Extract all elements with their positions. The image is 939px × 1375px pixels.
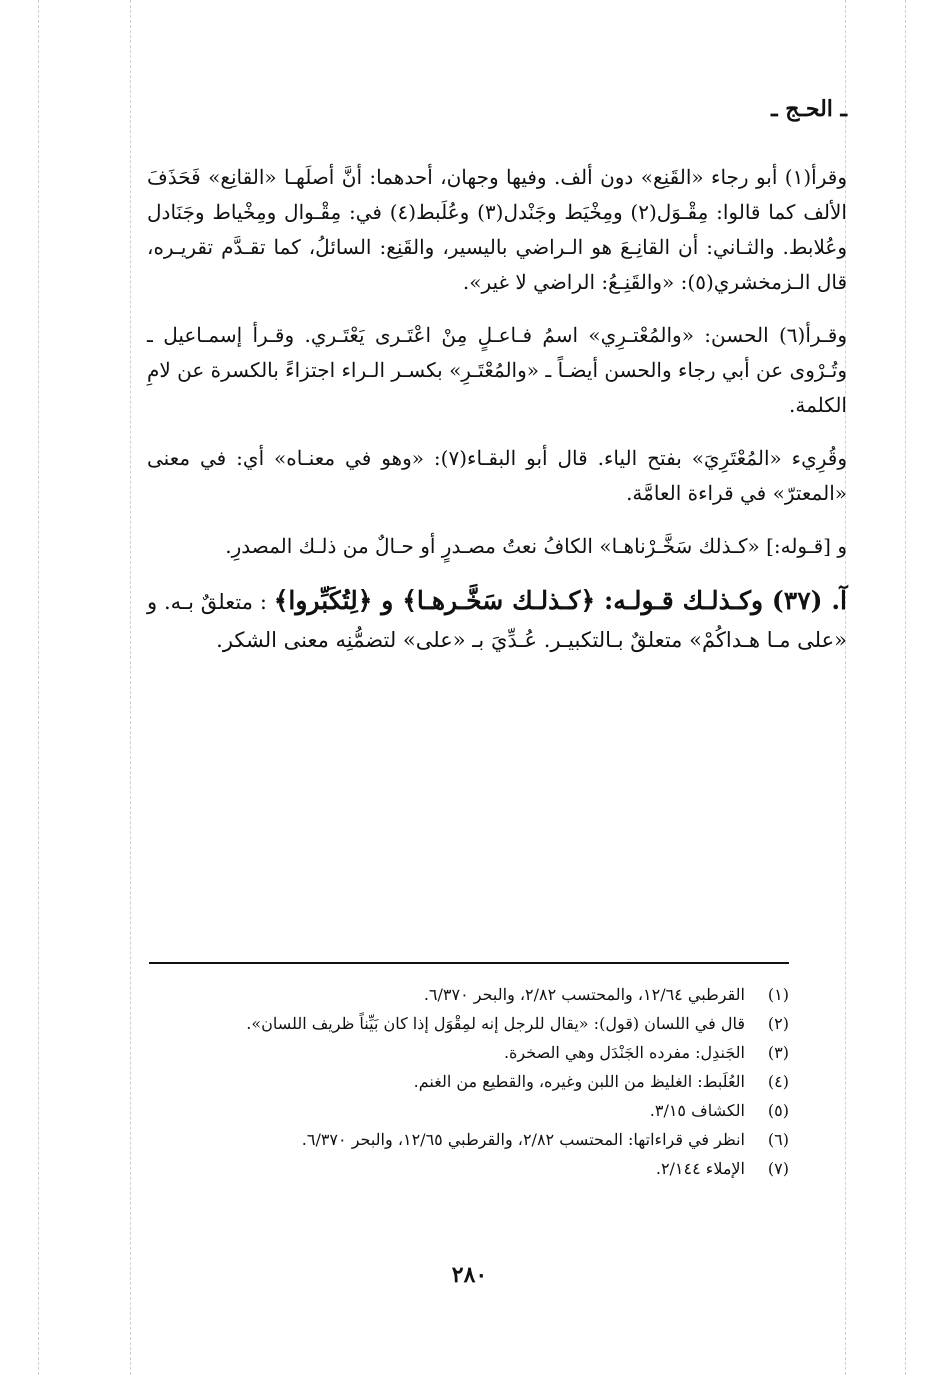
footnote (149, 1125, 789, 1154)
footnotes (149, 980, 789, 1183)
footnote (149, 1067, 789, 1096)
footnote (149, 1154, 789, 1183)
verse-heading: آ. (٣٧) وكـذلـك قـولـه: ﴿كـذلـك سَخَّـرهـا﴾ و ﴿لِتُكَبِّروا﴾ (273, 586, 847, 615)
footnote (149, 1009, 789, 1038)
footnote-text: انظر في قراءاتها: المحتسب ٢/٨٢، والقرطبي ١٢/٦٥، والبحر ٦/٣٧٠. (301, 1130, 745, 1149)
footnote-number: (٢) (767, 1014, 789, 1033)
page-number: ٢٨٠ (451, 1262, 488, 1288)
footnote-number: (٤) (767, 1072, 789, 1091)
footnote-number: (٣) (767, 1043, 789, 1062)
footnote-number: (١) (767, 985, 789, 1004)
scan-guide-line (130, 0, 131, 1375)
footnote-text: العُلَبط: الغليظ من اللبن وغيره، والقطيع من الغنم. (413, 1072, 745, 1091)
footnote (149, 980, 789, 1009)
footnote-text: قال في اللسان (قول): «يقال للرجل إنه لمِقْوَل إذا كان بَيِّناً ظريف اللسان». (246, 1014, 745, 1033)
scan-guide-line (38, 0, 39, 1375)
running-header: ـ الحـج ـ (771, 96, 847, 122)
footnote-text: القرطبي ١٢/٦٤، والمحتسب ٢/٨٢، والبحر ٦/٣٧٠. (423, 985, 745, 1004)
footnote-text: الجَندِل: مفرده الجَنْدَل وهي الصخرة. (503, 1043, 745, 1062)
footnote-text: الكشاف ٣/١٥. (649, 1101, 745, 1120)
main-text (147, 160, 847, 677)
verse-paragraph (147, 582, 847, 659)
footnote (149, 1038, 789, 1067)
footnote-number: (٦) (767, 1130, 789, 1149)
footnote-separator (149, 962, 789, 964)
footnote (149, 1096, 789, 1125)
paragraph: و [قـوله:] «كـذلك سَخَّـرْناهـا» الكافُ نعتُ مصـدرٍ أو حـالٌ من ذلـك المصدرِ. (225, 534, 847, 558)
paragraph: وقُرِيء «المُعْتَرِيَ» بفتح الياء. قال أبو البقـاء(٧): «وهو في معنـاه» أي: في معنى «المعترّ» في قراءة العامَّة. (147, 446, 847, 505)
paragraph: وقـرأ(٦) الحسن: «والمُعْتـرِي» اسمُ فـاعـلٍ مِنْ اعْتَـرى يَعْتَـري. وقـرأ إسمـاعيل ـ وتُـرْوى عن أبي رجاء والحسن أيضـاً ـ «والمُعْتَـرِ» بكسـر الـراء اجتزاءً بالكسرة عن لامِ الكلمة. (147, 323, 847, 417)
scan-guide-line (905, 0, 906, 1375)
paragraph: وقرأ(١) أبو رجاء «القَنِع» دون ألف. وفيها وجهان، أحدهما: أنَّ أصلَهـا «القانِع» فَحَذَفَ الألف كما قالوا: مِقْـوَل(٢) ومِخْيَط وجَنْدل(٣) وعُلَبط(٤) في: مِقْـوال ومِخْياط وجَنَادل وعُلابط. والثـاني: أن القانِـعَ هو الـراضي باليسير، والقَنِع: السائلُ، كما تقـدَّم تقريـره، قال الـزمخشري(٥): «والقَنِـعُ: الراضي لا غير». (147, 165, 847, 294)
verse-commentary: : متعلقٌ بـه. و «على مـا هـداكُمْ» متعلقٌ بـالتكبيـر. عُـدِّيَ بـ «على» لتضمُّنِه معنى الشكر. (147, 590, 847, 652)
footnote-text: الإملاء ٢/١٤٤. (655, 1159, 745, 1178)
footnote-number: (٥) (767, 1101, 789, 1120)
footnote-number: (٧) (767, 1159, 789, 1178)
